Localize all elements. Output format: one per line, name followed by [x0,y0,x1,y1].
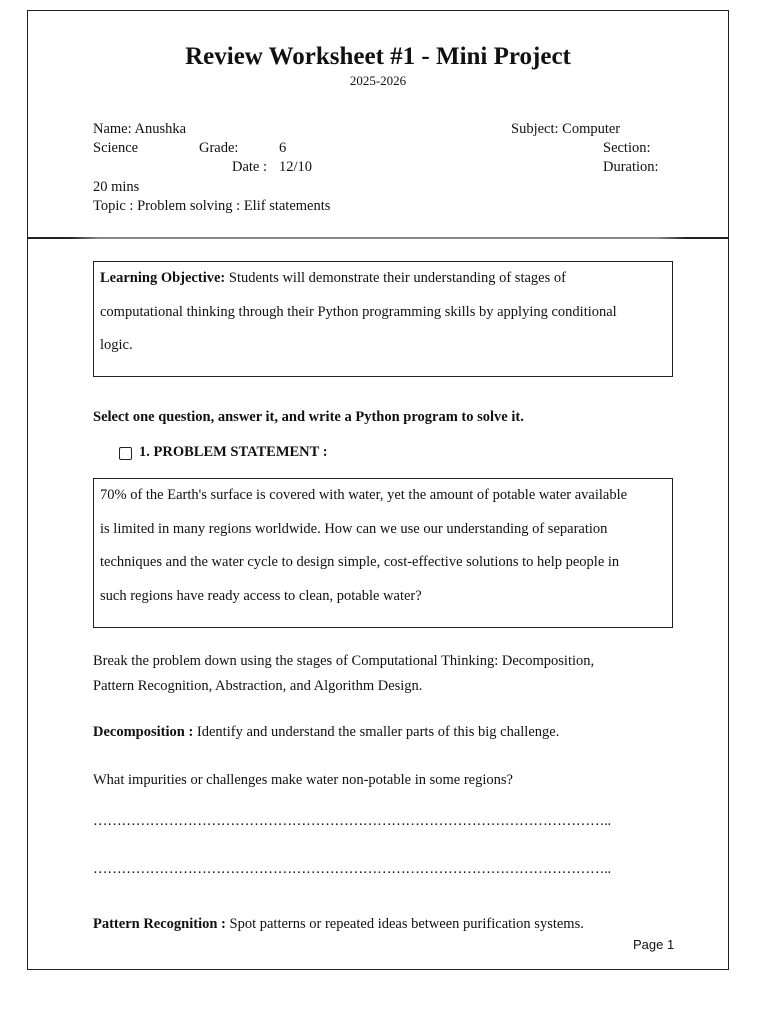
worksheet-page [27,10,729,970]
decomposition-label: Decomposition : [93,724,194,740]
decomposition-text: Identify and understand the smaller parts of this big challenge. [193,724,560,740]
learning-objective-box [93,261,673,377]
answer-line-1[interactable]: ……………………………………………………………………………………………….. [93,813,611,829]
instruction-text: Select one question, answer it, and write a Python program to solve it. [93,409,524,425]
grade-label: Grade: [199,140,239,156]
problem-heading: 1. PROBLEM STATEMENT : [139,444,328,460]
breakdown-line-1: Break the problem down using the stages of Computational Thinking: Decomposition, [93,653,595,669]
pattern-label: Pattern Recognition : [93,916,226,932]
problem-line-3: techniques and the water cycle to design simple, cost-effective solutions to help people in [100,554,620,570]
breakdown-line-2: Pattern Recognition, Abstraction, and Algorithm Design. [93,678,423,694]
problem-line-1: 70% of the Earth's surface is covered with water, yet the amount of potable water available [100,487,628,503]
subject-continued: Science [93,140,139,156]
objective-text-3: logic. [100,337,133,353]
decomposition-question: What impurities or challenges make water non-potable in some regions? [93,772,513,788]
date-value: 12/10 [279,159,313,175]
objective-text-1: Students will demonstrate their understanding of stages of [225,270,566,286]
problem-line-4: such regions have ready access to clean, potable water? [100,587,422,604]
problem-select-checkbox[interactable] [119,447,132,460]
duration-label: Duration: [603,159,659,175]
page-number: Page 1 [633,937,675,952]
worksheet-title: Review Worksheet #1 - Mini Project [185,43,571,70]
pattern-text: Spot patterns or repeated ideas between purification systems. [225,916,584,932]
subject-label: Subject: Computer [511,121,621,137]
academic-year: 2025-2026 [349,73,407,88]
section-label: Section: [603,140,651,156]
objective-label: Learning Objective: [100,270,226,286]
problem-line-2: is limited in many regions worldwide. How can we use our understanding of separation [100,520,608,537]
answer-line-2[interactable]: ……………………………………………………………………………………………….. [93,861,611,877]
header-divider [28,237,728,239]
problem-statement-box [93,478,673,628]
grade-value: 6 [279,140,287,156]
decomposition-paragraph [93,724,559,741]
duration-value: 20 mins [93,179,140,195]
date-label: Date : [232,159,268,175]
topic-label: Topic : Problem solving : Elif statements [93,198,331,214]
pattern-paragraph [93,916,584,933]
objective-text-2: computational thinking through their Python programming skills by applying conditional [100,303,617,320]
student-name: Name: Anushka [93,121,187,137]
